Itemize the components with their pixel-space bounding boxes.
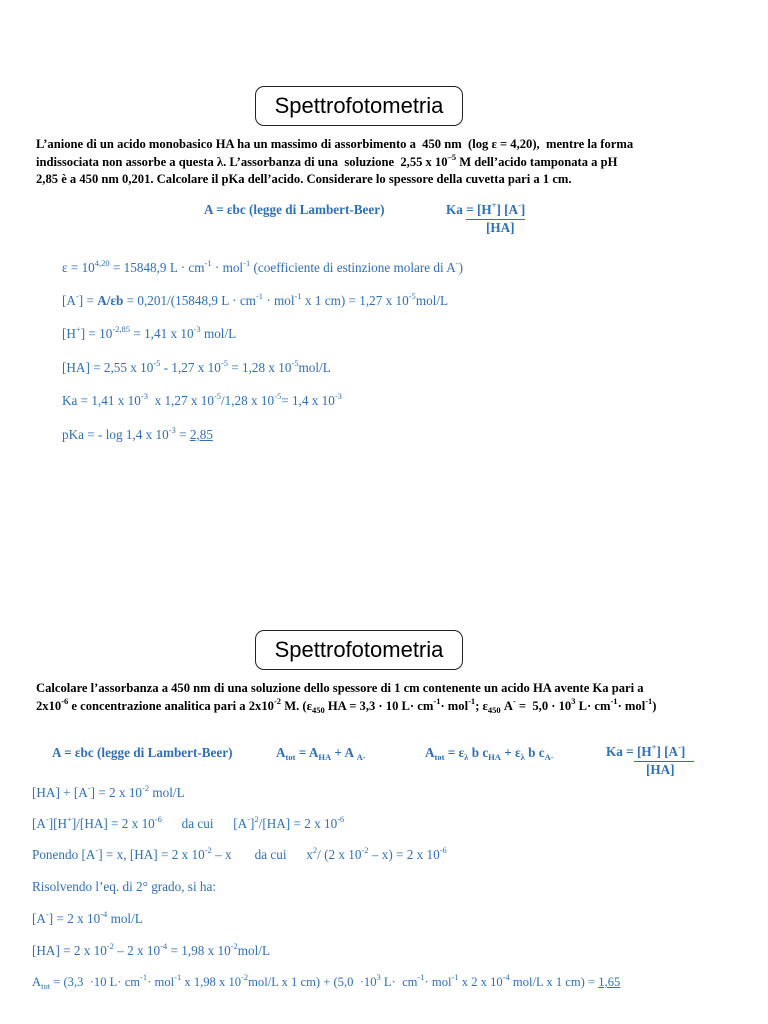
- problem-statement: [36, 136, 736, 189]
- problem-line: indissociata non assorbe a questa λ. L’assorbanza di una soluzione 2,55 x $10^{-5}$ M dell’acido tamponata a pH: [36, 151, 618, 169]
- step-mass-balance: [HA] + [A-] = 2 x $10^{-2}$ mol/L: [32, 783, 185, 800]
- step-ha-concentration: [HA] = 2,55 x $10^{-5} - 1,27$ x $10^{-5} = 1,28$ x $10^{-5}mol/L$: [62, 358, 331, 375]
- ka-expression: $\frac{Ka = [H^+] [A^-]}{[HA]}$: [606, 744, 694, 778]
- step-anion-concentration: [A-] = A/εb = 0,201/(15848,9 $L \cdot cm^{-1} \cdot mol^{-1}$ x 1 cm) = 1,27 x $10^{-5}mol/L$: [62, 291, 449, 308]
- problem-line: 2,85 è a 450 nm 0,201. Calcolare il pKa dell’acido. Considerare lo spessore della cuvetta pari a 1 cm.: [36, 172, 572, 186]
- problem-line: Calcolare l’assorbanza a 450 nm di una soluzione dello spessore di 1 cm contenente un acido HA avente Ka pari a: [36, 681, 644, 695]
- step-substitution: Ponendo [A-] = x, [HA] = 2 x $10^{-2}$ – x da cui $x^2/$ (2 x $10^{-2} - x) = 2$ x $10^{-6}$: [32, 845, 447, 862]
- pka-result: 2,85: [189, 427, 213, 442]
- step-solve-note: Risolvendo l’eq. di 2° grado, si ha:: [32, 879, 217, 894]
- problem-line: $2x10^{-6}$ e concentrazione analitica pari a $2x10^{-2}$ M. ($\varepsilon_{450}$ HA = 3,3 · 10 $L\cdot cm^{-1}\cdot mol^{-1}$; $\varepsilon_{450}$ $A^- = 5,0 \cdot 10^3$ $L\cdot cm^{-1}\cdot mol^{-1}$): [36, 695, 657, 715]
- absorbance-result: 1,65: [598, 975, 621, 989]
- atot-sum: $A_{tot} = A_{HA} + A$ $_{A-}$: [276, 745, 366, 762]
- problem-line: L’anione di un acido monobasico HA ha un massimo di assorbimento a 450 nm (log ε = 4,20), mentre la forma: [36, 137, 634, 151]
- step-pka: pKa = - log 1,4 x $10^{-3} = 2,85$: [62, 425, 213, 442]
- problem-statement: [36, 680, 736, 715]
- section-title: Spettrofotometria: [255, 630, 463, 670]
- section-title: Spettrofotometria: [255, 86, 463, 126]
- ka-expression: $\frac{Ka = [H^+] [A^-]}{[HA]}$: [446, 200, 526, 235]
- step-h-concentration: $[H^+] = 10^{-2,85} = 1,41$ x $10^{-3}$ mol/L: [62, 324, 237, 341]
- step-epsilon: $\varepsilon = 10^{4,20} = 15848,9$ $L \cdot cm^{-1} \cdot mol^{-1}$ (coefficiente di estinzione molare di A-): [62, 258, 464, 275]
- lambert-beer-law: A = εbc (legge di Lambert-Beer): [52, 745, 233, 760]
- step-ka: Ka = 1,41 x $10^{-3}$ x 1,27 x $10^{-5}/1,28$ x $10^{-5}= 1,4$ x $10^{-3}$: [62, 391, 342, 408]
- step-equilibrium: [A-][H+]/[HA] = 2 x $10^{-6}$ da cui $[A^-]^2/[HA] = 2$ x $10^{-6}$: [32, 814, 345, 831]
- atot-expression: $A_{tot} = \varepsilon_\lambda$ b $c_{HA} + \varepsilon_\lambda$ b $c_{A-}$: [425, 745, 554, 762]
- step-ha-result: [HA] = 2 x $10^{-2} - 2$ x $10^{-4} = 1,98$ x $10^{-2}mol/L$: [32, 941, 271, 958]
- lambert-beer-law: A = εbc (legge di Lambert-Beer): [204, 202, 385, 217]
- step-atot-result: $A_{tot} = (3,3 \cdot 10$ $L\cdot cm^{-1}\cdot mol^{-1}$ x 1,98 x $10^{-2}mol/L$ x 1 $cm) + (5,0 \cdot 10^3$ $L\cdot cm^{-1}\cdot mol^{-1}$ x 2 x $10^{-4}$ mol/L x 1 cm) = 1,65: [32, 972, 621, 991]
- step-anion-result: [A-] = 2 x $10^{-4}$ mol/L: [32, 909, 143, 926]
